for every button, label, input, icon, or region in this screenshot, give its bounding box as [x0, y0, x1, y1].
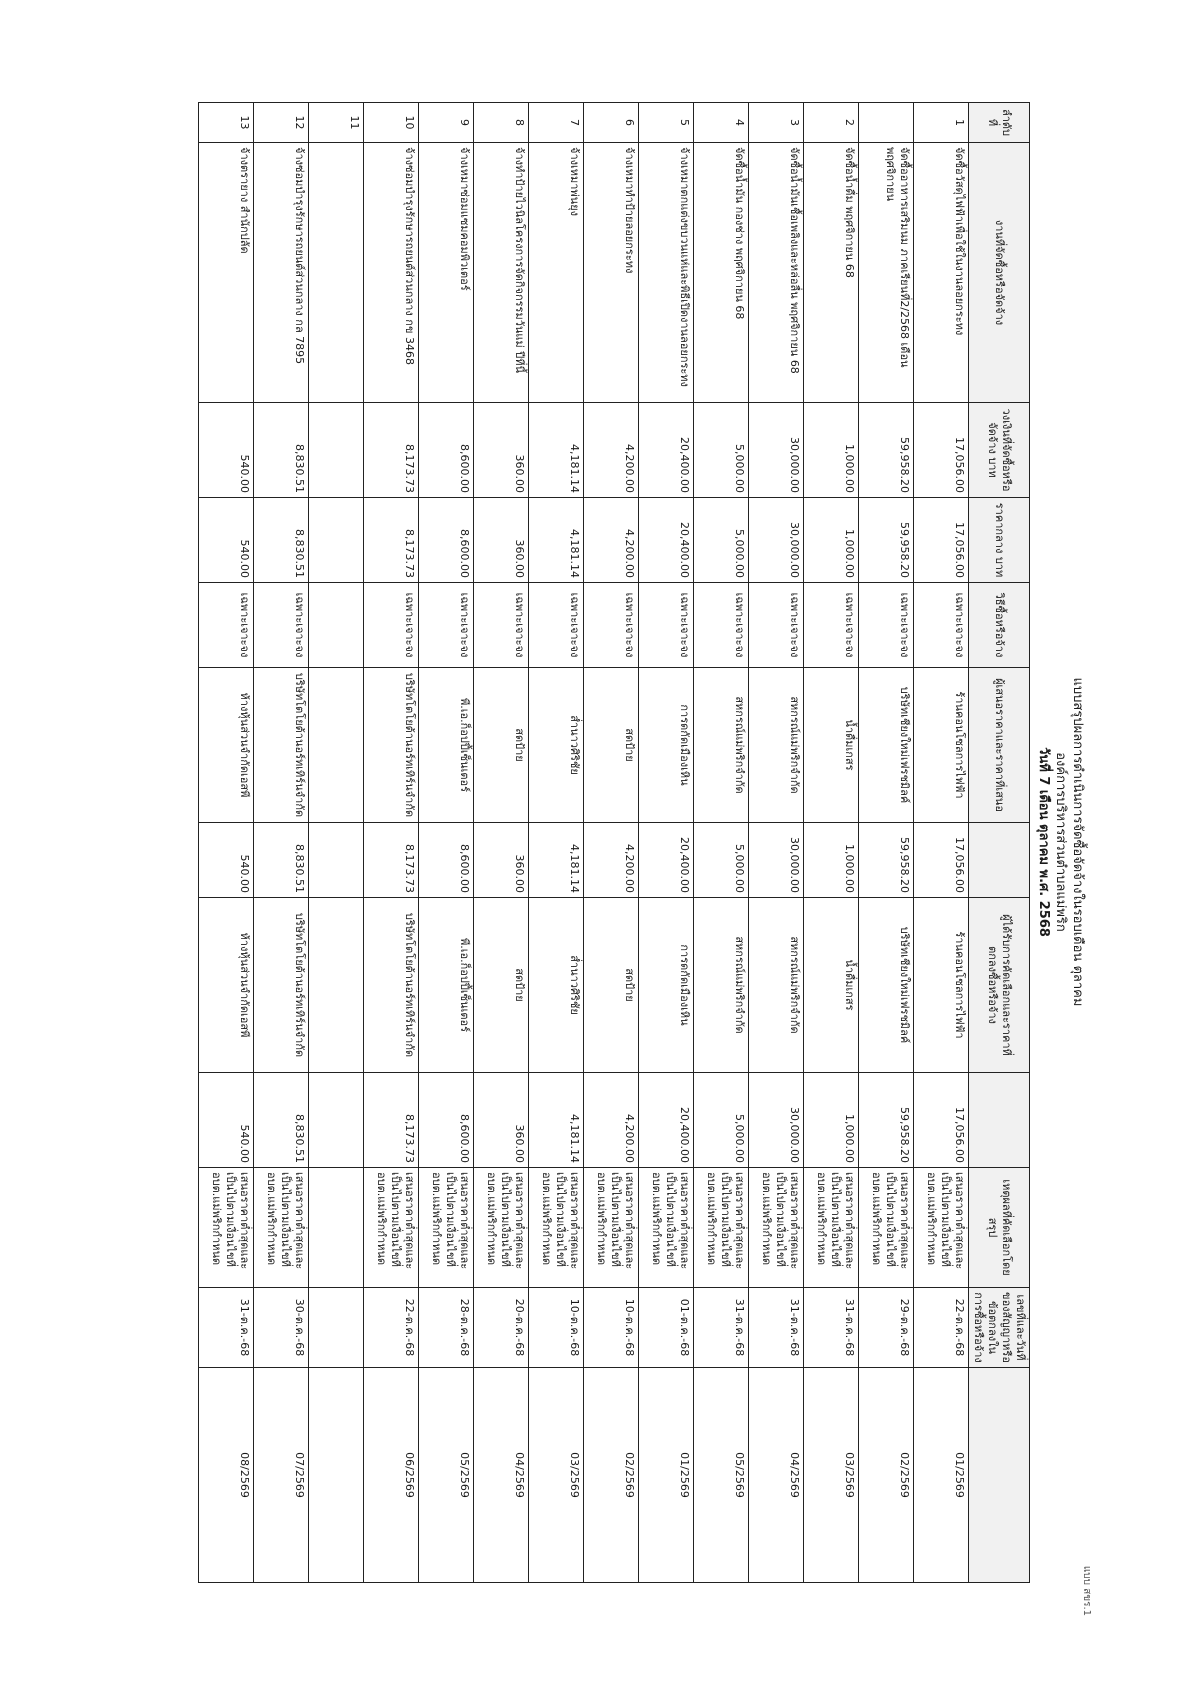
bid-price: 4,181.14 [529, 822, 584, 897]
contract-number: 06/2569 [364, 1367, 419, 1582]
contract-date: 10-ต.ค.-68 [529, 1287, 584, 1367]
procurement-method: เฉพาะเจาะจง [199, 582, 254, 667]
contract-date: 29-ต.ค.-68 [859, 1287, 914, 1367]
procurement-method: เฉพาะเจาะจง [254, 582, 309, 667]
col-header: ราคากลาง บาท [969, 497, 1030, 582]
col-header: วิธีซื้อหรือจ้าง [969, 582, 1030, 667]
selection-reason: เสนอราคาต่ำสุดและเป็นไปตามเงื่อนไขที่ อบต.แม่พริกกำหนด [529, 1167, 584, 1287]
contract-date: 30-ต.ค.-68 [254, 1287, 309, 1367]
winner-name: สดป้าย [474, 897, 529, 1072]
bidder-name: สดป้าย [584, 667, 639, 822]
agreed-price: 1,000.00 [804, 1072, 859, 1167]
table-row [584, 102, 639, 1582]
selection-reason: เสนอราคาต่ำสุดและเป็นไปตามเงื่อนไขที่ อบต.แม่พริกกำหนด [364, 1167, 419, 1287]
budget-amount: 1,000.00 [804, 402, 859, 497]
procurement-table [198, 102, 1030, 1583]
col-header: เลขที่และวันที่ของสัญญาหรือข้อตกลงในการซื้อหรือจ้าง [969, 1287, 1030, 1367]
table-row [474, 102, 529, 1582]
contract-number: 02/2569 [584, 1367, 639, 1582]
col-header: ผู้ได้รับการคัดเลือกและราคาที่ตกลงซื้อหรือจ้าง [969, 897, 1030, 1072]
bid-price: 8,600.00 [419, 822, 474, 897]
item-description: จัดซื้อน้ำมันเชื้อเพลิงและหล่อลื่น พฤศจิกายน 68 [749, 142, 804, 402]
median-price: 59,958.20 [859, 497, 914, 582]
bid-price: 20,400.00 [639, 822, 694, 897]
budget-amount: 4,181.14 [529, 402, 584, 497]
selection-reason: เสนอราคาต่ำสุดและเป็นไปตามเงื่อนไขที่ อบต.แม่พริกกำหนด [749, 1167, 804, 1287]
table-row [749, 102, 804, 1582]
table-row [859, 102, 914, 1582]
item-description: จ้างทำป้ายไวนิลโครงการจัดกิจกรรมวันแม่ ปีที่นี้ [474, 142, 529, 402]
table-row [254, 102, 309, 1582]
winner-name: บริษัทเชียงใหม่เฟรชมิลค์ [859, 897, 914, 1072]
selection-reason: เสนอราคาต่ำสุดและเป็นไปตามเงื่อนไขที่ อบต.แม่พริกกำหนด [859, 1167, 914, 1287]
row-number [859, 102, 914, 142]
winner-name: การดกัดเมืองเหิน [639, 897, 694, 1072]
budget-amount: 8,173.73 [364, 402, 419, 497]
contract-date: 31-ต.ค.-68 [749, 1287, 804, 1367]
contract-number: 04/2569 [749, 1367, 804, 1582]
contract-date: 28-ต.ค.-68 [419, 1287, 474, 1367]
contract-date: 22-ต.ค.-68 [914, 1287, 969, 1367]
bid-price: 360.00 [474, 822, 529, 897]
selection-reason: เสนอราคาต่ำสุดและเป็นไปตามเงื่อนไขที่ อบต.แม่พริกกำหนด [419, 1167, 474, 1287]
item-description [309, 142, 364, 402]
median-price [309, 497, 364, 582]
item-description: จ้างเหมาตกแต่งขบวนแห่และพิธีเปิดงานลอยกระทง [639, 142, 694, 402]
form-code: แบบ สขร.1 [1081, 1565, 1092, 1616]
selection-reason [309, 1167, 364, 1287]
col-header [969, 1072, 1030, 1167]
bid-price: 17,056.00 [914, 822, 969, 897]
agreed-price: 5,000.00 [694, 1072, 749, 1167]
selection-reason: เสนอราคาต่ำสุดและเป็นไปตามเงื่อนไขที่ อบต.แม่พริกกำหนด [199, 1167, 254, 1287]
row-number: 10 [364, 102, 419, 142]
row-number: 9 [419, 102, 474, 142]
item-description: จ้างซ่อมบำรุงรักษารถยนต์ส่วนกลาง กข 3468 [364, 142, 419, 402]
agreed-price: 8,830.51 [254, 1072, 309, 1167]
median-price: 5,000.00 [694, 497, 749, 582]
item-description: จ้างตรายาง สำนักปลัด [199, 142, 254, 402]
item-description: จ้างเหมาพ่นยุง [529, 142, 584, 402]
winner-name [309, 897, 364, 1072]
contract-number [309, 1367, 364, 1582]
row-number: 13 [199, 102, 254, 142]
contract-date: 20-ต.ค.-68 [474, 1287, 529, 1367]
col-header [969, 1367, 1030, 1582]
header-organization: องค์การบริหารส่วนตำบลแม่พริก [1053, 751, 1068, 932]
contract-date: 01-ต.ค.-68 [639, 1287, 694, 1367]
contract-number: 05/2569 [694, 1367, 749, 1582]
col-header: วงเงินที่จัดซื้อหรือจัดจ้าง บาท [969, 402, 1030, 497]
row-number: 11 [309, 102, 364, 142]
item-description: จ้างเหมาซ่อมแซมคอมพิวเตอร์ [419, 142, 474, 402]
agreed-price: 20,400.00 [639, 1072, 694, 1167]
contract-number: 01/2569 [914, 1367, 969, 1582]
bidder-name [309, 667, 364, 822]
row-number: 6 [584, 102, 639, 142]
budget-amount: 8,830.51 [254, 402, 309, 497]
agreed-price: 8,173.73 [364, 1072, 419, 1167]
winner-name: ส่ำนาวศิริชัย [529, 897, 584, 1072]
bidder-name: สหกรณ์แม่พริกจำกัด [694, 667, 749, 822]
budget-amount: 20,400.00 [639, 402, 694, 497]
bidder-name: บริษัทเชียงใหม่เฟรชมิลค์ [859, 667, 914, 822]
contract-number: 01/2569 [639, 1367, 694, 1582]
col-header: ผู้เสนอราคาและราคาที่เสนอ [969, 667, 1030, 822]
table-row [914, 102, 969, 1582]
budget-amount: 30,000.00 [749, 402, 804, 497]
median-price: 4,200.00 [584, 497, 639, 582]
budget-amount: 4,200.00 [584, 402, 639, 497]
budget-amount: 17,056.00 [914, 402, 969, 497]
procurement-method: เฉพาะเจาะจง [584, 582, 639, 667]
procurement-method: เฉพาะเจาะจง [474, 582, 529, 667]
row-number: 2 [804, 102, 859, 142]
bidder-name: สดป้าย [474, 667, 529, 822]
winner-name: พี.เอ.ก็อปปี้เซ็นเตอร์ [419, 897, 474, 1072]
contract-date: 31-ต.ค.-68 [694, 1287, 749, 1367]
bid-price: 5,000.00 [694, 822, 749, 897]
agreed-price: 540.00 [199, 1072, 254, 1167]
agreed-price: 17,056.00 [914, 1072, 969, 1167]
table-row [804, 102, 859, 1582]
agreed-price: 360.00 [474, 1072, 529, 1167]
procurement-method: เฉพาะเจาะจง [749, 582, 804, 667]
agreed-price: 4,200.00 [584, 1072, 639, 1167]
agreed-price: 4,181.14 [529, 1072, 584, 1167]
row-number: 12 [254, 102, 309, 142]
median-price: 4,181.14 [529, 497, 584, 582]
budget-amount: 5,000.00 [694, 402, 749, 497]
procurement-method: เฉพาะเจาะจง [364, 582, 419, 667]
procurement-method: เฉพาะเจาะจง [639, 582, 694, 667]
contract-date: 10-ต.ค.-68 [584, 1287, 639, 1367]
agreed-price [309, 1072, 364, 1167]
agreed-price: 30,000.00 [749, 1072, 804, 1167]
median-price: 1,000.00 [804, 497, 859, 582]
median-price: 8,830.51 [254, 497, 309, 582]
procurement-method: เฉพาะเจาะจง [529, 582, 584, 667]
winner-name: สหกรณ์แม่พริกจำกัด [694, 897, 749, 1072]
budget-amount: 8,600.00 [419, 402, 474, 497]
winner-name: สหกรณ์แม่พริกจำกัด [749, 897, 804, 1072]
row-number: 1 [914, 102, 969, 142]
winner-name: ห้างหุ้นส่วนจำกัดเอสพี [199, 897, 254, 1072]
bid-price: 8,173.73 [364, 822, 419, 897]
bid-price: 540.00 [199, 822, 254, 897]
table-row [694, 102, 749, 1582]
item-description: จัดซื้อวัสดุไฟฟ้าเพื่อใช้ในงานลอยกระทง [914, 142, 969, 402]
contract-number: 05/2569 [419, 1367, 474, 1582]
selection-reason: เสนอราคาต่ำสุดและเป็นไปตามเงื่อนไขที่ อบต.แม่พริกกำหนด [804, 1167, 859, 1287]
item-description: จัดซื้ออาหารเสริมนม ภาคเรียนที่2/2568 เดือน พฤศจิกายน [859, 142, 914, 402]
procurement-method: เฉพาะเจาะจง [804, 582, 859, 667]
selection-reason: เสนอราคาต่ำสุดและเป็นไปตามเงื่อนไขที่ อบต.แม่พริกกำหนด [254, 1167, 309, 1287]
bidder-name: การดกัดเมืองเหิน [639, 667, 694, 822]
winner-name: ร้านคอนโซลการไฟฟ้า [914, 897, 969, 1072]
bid-price: 8,830.51 [254, 822, 309, 897]
table-row [419, 102, 474, 1582]
bid-price: 59,958.20 [859, 822, 914, 897]
winner-name: บริษัทโตโยต้านอร์ทเทิร์นจำกัด [364, 897, 419, 1072]
contract-date: 31-ต.ค.-68 [199, 1287, 254, 1367]
bidder-name: สหกรณ์แม่พริกจำกัด [749, 667, 804, 822]
item-description: จัดซื้อน้ำมัน กองช่าง พฤศจิกายน 68 [694, 142, 749, 402]
bidder-name: ส่ำนาวศิริชัย [529, 667, 584, 822]
median-price: 30,000.00 [749, 497, 804, 582]
row-number: 8 [474, 102, 529, 142]
winner-name: สดป้าย [584, 897, 639, 1072]
contract-number: 08/2569 [199, 1367, 254, 1582]
agreed-price: 8,600.00 [419, 1072, 474, 1167]
bidder-name: น้ำดื่มเกสร [804, 667, 859, 822]
budget-amount: 540.00 [199, 402, 254, 497]
document-page [90, 62, 1100, 1622]
bidder-name: ร้านคอนโซลการไฟฟ้า [914, 667, 969, 822]
selection-reason: เสนอราคาต่ำสุดและเป็นไปตามเงื่อนไขที่ อบต.แม่พริกกำหนด [639, 1167, 694, 1287]
document-header [1035, 62, 1086, 1622]
row-number: 3 [749, 102, 804, 142]
item-description: จ้างเหมาทำป้ายลอยกระทง [584, 142, 639, 402]
procurement-method: เฉพาะเจาะจง [859, 582, 914, 667]
procurement-method: เฉพาะเจาะจง [914, 582, 969, 667]
median-price: 8,173.73 [364, 497, 419, 582]
procurement-method: เฉพาะเจาะจง [694, 582, 749, 667]
median-price: 8,600.00 [419, 497, 474, 582]
selection-reason: เสนอราคาต่ำสุดและเป็นไปตามเงื่อนไขที่ อบต.แม่พริกกำหนด [474, 1167, 529, 1287]
median-price: 540.00 [199, 497, 254, 582]
selection-reason: เสนอราคาต่ำสุดและเป็นไปตามเงื่อนไขที่ อบต.แม่พริกกำหนด [914, 1167, 969, 1287]
col-header [969, 822, 1030, 897]
table-row [364, 102, 419, 1582]
budget-amount [309, 402, 364, 497]
budget-amount: 59,958.20 [859, 402, 914, 497]
selection-reason: เสนอราคาต่ำสุดและเป็นไปตามเงื่อนไขที่ อบต.แม่พริกกำหนด [694, 1167, 749, 1287]
item-description: จ้างซ่อมบำรุงรักษารถยนต์ส่วนกลาง กล 7895 [254, 142, 309, 402]
bid-price: 30,000.00 [749, 822, 804, 897]
contract-number: 04/2569 [474, 1367, 529, 1582]
winner-name: น้ำดื่มเกสร [804, 897, 859, 1072]
winner-name: บริษัทโตโยต้านอร์ทเทิร์นจำกัด [254, 897, 309, 1072]
bidder-name: บริษัทโตโยต้านอร์ทเทิร์นจำกัด [364, 667, 419, 822]
header-title: แบบสรุปผลการดำเนินการจัดซื้อจัดจ้างในรอบเดือน ตุลาคม [1070, 677, 1085, 1006]
bid-price [309, 822, 364, 897]
contract-number: 03/2569 [529, 1367, 584, 1582]
row-number: 4 [694, 102, 749, 142]
bid-price: 4,200.00 [584, 822, 639, 897]
bidder-name: ห้างหุ้นส่วนจำกัดเอสพี [199, 667, 254, 822]
bid-price: 1,000.00 [804, 822, 859, 897]
median-price: 360.00 [474, 497, 529, 582]
table-row [309, 102, 364, 1582]
col-header: ลำดับที่ [969, 102, 1030, 142]
agreed-price: 59,958.20 [859, 1072, 914, 1167]
bidder-name: พี.เอ.ก็อปปี้เซ็นเตอร์ [419, 667, 474, 822]
bidder-name: บริษัทโตโยต้านอร์ทเทิร์นจำกัด [254, 667, 309, 822]
col-header: งานที่จัดซื้อหรือจัดจ้าง [969, 142, 1030, 402]
col-header: เหตุผลที่คัดเลือกโดยสรุป [969, 1167, 1030, 1287]
median-price: 17,056.00 [914, 497, 969, 582]
contract-date [309, 1287, 364, 1367]
contract-number: 07/2569 [254, 1367, 309, 1582]
median-price: 20,400.00 [639, 497, 694, 582]
contract-date: 22-ต.ค.-68 [364, 1287, 419, 1367]
contract-number: 03/2569 [804, 1367, 859, 1582]
item-description: จัดซื้อน้ำดื่ม พฤศจิกายน 68 [804, 142, 859, 402]
table-header-row [969, 102, 1030, 1582]
contract-number: 02/2569 [859, 1367, 914, 1582]
procurement-method: เฉพาะเจาะจง [419, 582, 474, 667]
table-row [639, 102, 694, 1582]
table-row [199, 102, 254, 1582]
row-number: 5 [639, 102, 694, 142]
row-number: 7 [529, 102, 584, 142]
header-date: วันที่ 7 เดือน ตุลาคม พ.ศ. 2568 [1036, 746, 1051, 937]
contract-date: 31-ต.ค.-68 [804, 1287, 859, 1367]
selection-reason: เสนอราคาต่ำสุดและเป็นไปตามเงื่อนไขที่ อบต.แม่พริกกำหนด [584, 1167, 639, 1287]
procurement-method [309, 582, 364, 667]
budget-amount: 360.00 [474, 402, 529, 497]
table-row [529, 102, 584, 1582]
